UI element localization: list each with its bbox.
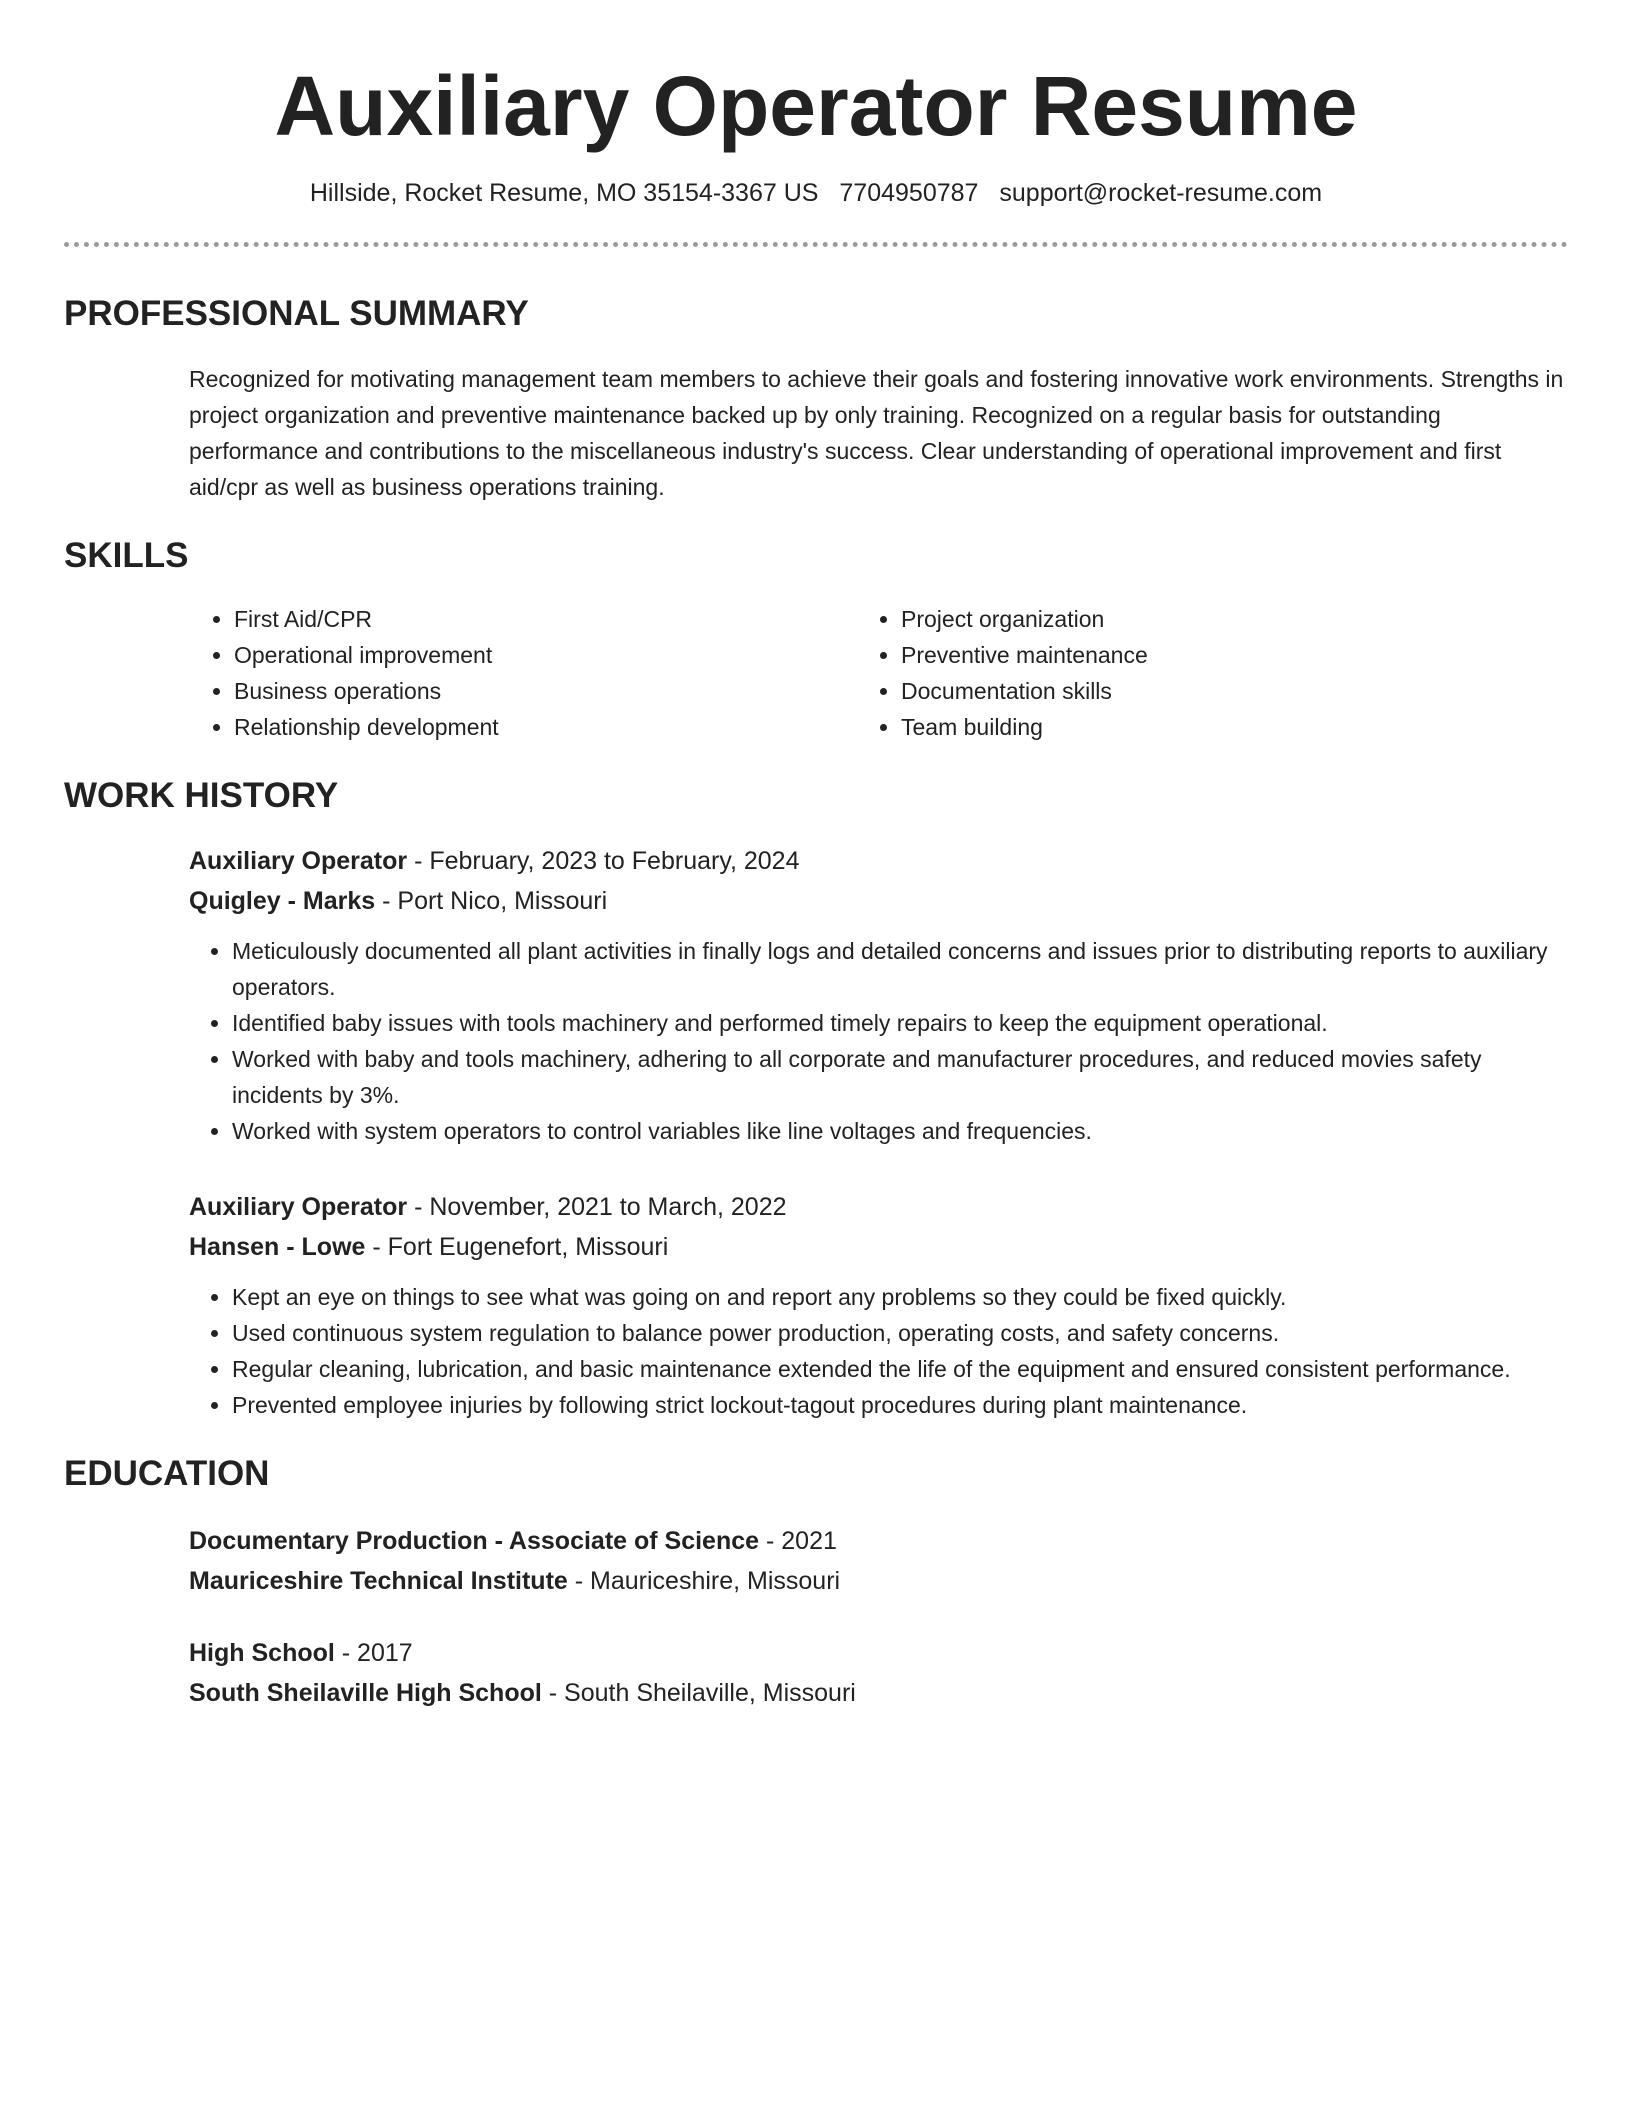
job-bullet: • Prevented employee injuries by following strict lockout-tagout procedures during plant maintenance. bbox=[232, 1387, 1568, 1423]
job-entry bbox=[64, 841, 1568, 1149]
summary-section bbox=[64, 293, 1568, 505]
education-school-line bbox=[189, 1673, 1568, 1713]
job-bullet: • Worked with baby and tools machinery, adhering to all corporate and manufacturer procedures, and reduced movies safety incidents by 3%. bbox=[232, 1041, 1568, 1113]
skills-section bbox=[64, 535, 1568, 745]
education-location: - South Sheilaville, Missouri bbox=[541, 1678, 856, 1707]
education-location: - Mauriceshire, Missouri bbox=[567, 1566, 841, 1595]
work-history-title: WORK HISTORY bbox=[64, 775, 339, 815]
education-title: EDUCATION bbox=[64, 1453, 270, 1493]
job-dates: - February, 2023 to February, 2024 bbox=[407, 846, 800, 875]
job-location: - Port Nico, Missouri bbox=[375, 886, 608, 915]
contact-phone: 7704950787 bbox=[839, 178, 979, 207]
skill-item: • Relationship development bbox=[234, 709, 901, 745]
skill-item: • Team building bbox=[901, 709, 1568, 745]
job-entry bbox=[64, 1187, 1568, 1423]
education-degree: High School bbox=[189, 1638, 335, 1667]
summary-title: PROFESSIONAL SUMMARY bbox=[64, 293, 529, 333]
education-year: - 2017 bbox=[334, 1638, 413, 1667]
education-school: South Sheilaville High School bbox=[189, 1678, 542, 1707]
job-bullet: • Identified baby issues with tools machinery and performed timely repairs to keep the equipment operational. bbox=[232, 1005, 1568, 1041]
job-company-line bbox=[189, 881, 1568, 921]
job-role: Auxiliary Operator bbox=[189, 846, 408, 875]
header-divider bbox=[64, 242, 1568, 247]
job-company: Hansen - Lowe bbox=[189, 1232, 366, 1261]
education-entry bbox=[64, 1633, 1568, 1713]
job-title-line bbox=[189, 1187, 1568, 1227]
job-dates: - November, 2021 to March, 2022 bbox=[407, 1192, 787, 1221]
education-degree-line bbox=[189, 1633, 1568, 1673]
job-bullet: • Used continuous system regulation to balance power production, operating costs, and safety concerns. bbox=[232, 1315, 1568, 1351]
job-location: - Fort Eugenefort, Missouri bbox=[365, 1232, 669, 1261]
job-bullet: • Regular cleaning, lubrication, and basic maintenance extended the life of the equipment and ensured consistent performance. bbox=[232, 1351, 1568, 1387]
job-bullet: • Worked with system operators to control variables like line voltages and frequencies. bbox=[232, 1113, 1568, 1149]
contact-email: support@rocket-resume.com bbox=[999, 178, 1323, 207]
skill-item: • Documentation skills bbox=[901, 673, 1568, 709]
education-degree-line bbox=[189, 1521, 1568, 1561]
skill-item: • Project organization bbox=[901, 601, 1568, 637]
skills-list-left bbox=[234, 601, 901, 745]
resume-name: Auxiliary Operator Resume bbox=[274, 59, 1358, 153]
contact-address: Hillside, Rocket Resume, MO 35154-3367 US bbox=[309, 178, 819, 207]
skills-title: SKILLS bbox=[64, 535, 189, 575]
job-bullets bbox=[189, 1279, 1568, 1423]
education-degree: Documentary Production - Associate of Science bbox=[189, 1526, 760, 1555]
job-role: Auxiliary Operator bbox=[189, 1192, 408, 1221]
job-bullet: • Meticulously documented all plant activities in finally logs and detailed concerns and issues prior to distributing reports to auxiliary operators. bbox=[232, 933, 1568, 1005]
summary-text: Recognized for motivating management team members to achieve their goals and fostering innovative work environments. Strengths in project organization and preventive maintenance backed up by only training. Recognized on a regular basis for outstanding performance and contributions to the miscellaneous industry's success. Clear understanding of operational improvement and first aid/cpr as well as business operations training. bbox=[189, 365, 1564, 500]
job-company: Quigley - Marks bbox=[189, 886, 376, 915]
job-bullet: • Kept an eye on things to see what was going on and report any problems so they could be fixed quickly. bbox=[232, 1279, 1568, 1315]
education-school: Mauriceshire Technical Institute bbox=[189, 1566, 568, 1595]
contact-line bbox=[64, 179, 1568, 208]
work-history-section bbox=[64, 775, 1568, 1423]
skill-item: • Business operations bbox=[234, 673, 901, 709]
education-year: - 2021 bbox=[759, 1526, 837, 1555]
skill-item: • First Aid/CPR bbox=[234, 601, 901, 637]
skills-grid bbox=[64, 601, 1568, 745]
job-company-line bbox=[189, 1227, 1568, 1267]
skill-item: • Operational improvement bbox=[234, 637, 901, 673]
job-title-line bbox=[189, 841, 1568, 881]
education-entry bbox=[64, 1521, 1568, 1601]
education-section bbox=[64, 1453, 1568, 1713]
job-bullets bbox=[189, 933, 1568, 1149]
skills-list-right bbox=[901, 601, 1568, 745]
education-school-line bbox=[189, 1561, 1568, 1601]
skill-item: • Preventive maintenance bbox=[901, 637, 1568, 673]
